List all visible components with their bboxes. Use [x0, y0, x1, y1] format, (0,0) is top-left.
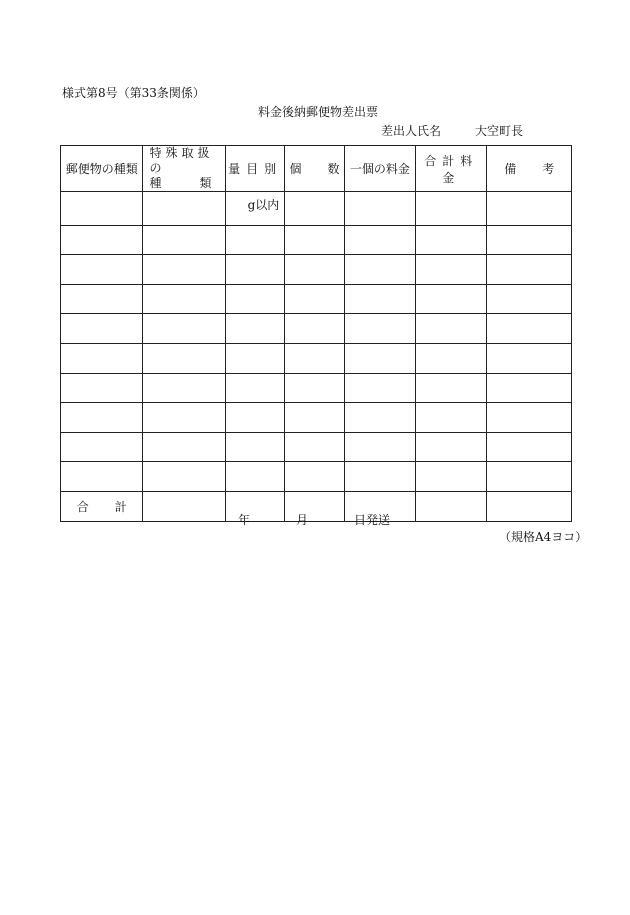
table-cell[interactable] [225, 343, 284, 373]
table-row [61, 462, 572, 492]
table-cell[interactable] [416, 403, 487, 433]
table-cell[interactable] [61, 284, 143, 314]
table-cell[interactable] [61, 225, 143, 255]
weight-unit-cell[interactable]: g以内 [225, 192, 284, 226]
table-row [61, 373, 572, 403]
table-cell[interactable] [61, 462, 143, 492]
table-cell[interactable] [285, 432, 344, 462]
table-cell[interactable] [344, 192, 415, 226]
table-cell[interactable] [416, 432, 487, 462]
table-cell[interactable] [487, 403, 572, 433]
postage-table [60, 145, 572, 522]
sender-line [381, 122, 523, 139]
table-cell[interactable] [61, 343, 143, 373]
table-cell[interactable] [143, 462, 225, 492]
table-cell[interactable] [143, 373, 225, 403]
table-cell[interactable] [285, 403, 344, 433]
table-cell[interactable] [143, 192, 225, 226]
table-cell[interactable] [61, 432, 143, 462]
sender-label: 差出人氏名 [381, 124, 442, 138]
table-row [61, 192, 572, 226]
table-cell[interactable] [285, 373, 344, 403]
table-cell[interactable] [285, 343, 344, 373]
table-cell[interactable] [61, 314, 143, 344]
table-cell[interactable] [225, 462, 284, 492]
table-cell[interactable] [487, 225, 572, 255]
table-row [61, 343, 572, 373]
table-cell[interactable] [344, 373, 415, 403]
table-cell[interactable] [344, 403, 415, 433]
table-cell[interactable] [61, 255, 143, 285]
table-cell[interactable] [285, 284, 344, 314]
header-count: 個 数 [285, 146, 344, 192]
table-cell[interactable] [344, 314, 415, 344]
header-weight: 量目別 [225, 146, 284, 192]
table-cell[interactable] [285, 192, 344, 226]
table-cell[interactable] [285, 314, 344, 344]
table-cell[interactable] [143, 491, 225, 521]
document-title: 料金後納郵便物差出票 [258, 105, 379, 119]
table-cell[interactable] [225, 432, 284, 462]
table-cell[interactable] [285, 255, 344, 285]
table-cell[interactable] [344, 462, 415, 492]
table-cell[interactable] [344, 432, 415, 462]
table-cell[interactable] [225, 314, 284, 344]
table-cell[interactable] [61, 373, 143, 403]
table-cell[interactable] [143, 432, 225, 462]
table-cell[interactable] [344, 255, 415, 285]
table-cell[interactable] [487, 192, 572, 226]
table-cell[interactable] [344, 343, 415, 373]
header-mail-type: 郵便物の種類 [61, 146, 143, 192]
table-cell[interactable] [416, 284, 487, 314]
table-cell[interactable] [344, 225, 415, 255]
header-special-line1: 特殊取扱の [149, 146, 214, 175]
table-cell[interactable] [143, 343, 225, 373]
table-header-row [61, 146, 572, 192]
sender-name: 大空町長 [475, 124, 524, 138]
table-cell[interactable] [416, 225, 487, 255]
table-row [61, 225, 572, 255]
table-cell[interactable] [61, 403, 143, 433]
table-cell[interactable] [416, 491, 487, 521]
table-cell[interactable] [416, 373, 487, 403]
table-cell[interactable] [285, 225, 344, 255]
table-row [61, 403, 572, 433]
table-cell[interactable] [487, 284, 572, 314]
table-cell[interactable] [143, 314, 225, 344]
table-cell[interactable] [225, 373, 284, 403]
header-special-line2: 種 類 [149, 176, 212, 190]
table-cell[interactable] [225, 284, 284, 314]
table-cell[interactable] [143, 225, 225, 255]
dispatch-year: 年 [238, 513, 251, 527]
total-label: 合 計 [61, 491, 143, 521]
table-cell[interactable] [344, 284, 415, 314]
table-cell[interactable] [225, 403, 284, 433]
table-cell[interactable] [487, 343, 572, 373]
table-row [61, 255, 572, 285]
dispatch-date-line [238, 511, 390, 528]
table-row [61, 284, 572, 314]
table-cell[interactable] [61, 192, 143, 226]
table-cell[interactable] [487, 373, 572, 403]
table-cell[interactable] [487, 255, 572, 285]
table-cell[interactable] [225, 255, 284, 285]
table-cell[interactable] [285, 462, 344, 492]
header-unit-price: 一個の料金 [344, 146, 415, 192]
header-special-handling [143, 146, 225, 192]
table-cell[interactable] [143, 255, 225, 285]
table-cell[interactable] [416, 192, 487, 226]
table-row [61, 432, 572, 462]
table-cell[interactable] [416, 462, 487, 492]
dispatch-month: 月 [296, 513, 309, 527]
table-row [61, 314, 572, 344]
table-cell[interactable] [225, 225, 284, 255]
dispatch-day: 日発送 [354, 513, 391, 527]
header-total-price: 合計料金 [416, 146, 487, 192]
table-cell[interactable] [487, 462, 572, 492]
table-cell[interactable] [143, 403, 225, 433]
table-cell[interactable] [487, 491, 572, 521]
table-cell[interactable] [416, 343, 487, 373]
header-remarks: 備 考 [487, 146, 572, 192]
table-cell[interactable] [416, 314, 487, 344]
table-cell[interactable] [487, 314, 572, 344]
table-cell[interactable] [143, 284, 225, 314]
form-number: 様式第8号（第33条関係） [62, 86, 205, 100]
paper-spec-note: （規格A4ヨコ） [499, 530, 588, 544]
table-cell[interactable] [416, 255, 487, 285]
table-cell[interactable] [487, 432, 572, 462]
